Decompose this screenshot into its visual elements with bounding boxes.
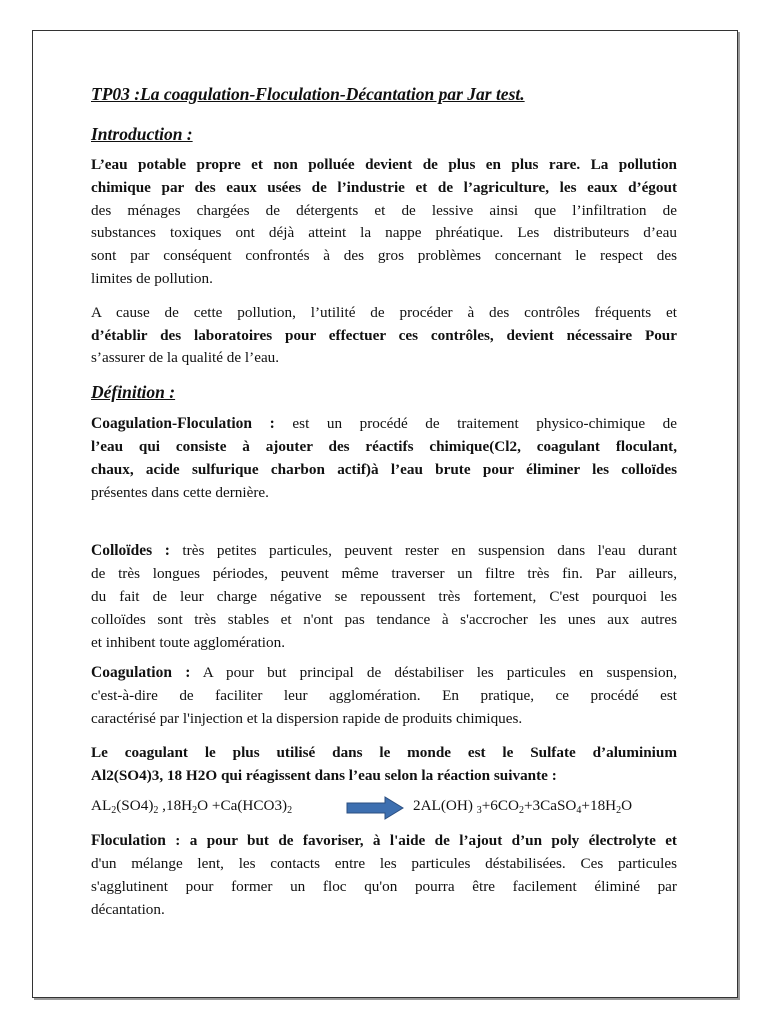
text-line: décantation. xyxy=(91,900,165,918)
definition-heading: Définition : xyxy=(91,382,176,403)
floculation-paragraph xyxy=(91,830,677,921)
text-line: chimique par des eaux usées de l’industrie et de l’agriculture, les eaux d’égout xyxy=(91,178,677,196)
term-coagulation-floculation: Coagulation-Floculation : xyxy=(91,415,275,433)
text-line: caractérisé par l'injection et la dispersion rapide de produits chimiques. xyxy=(91,709,523,727)
text-line: s’assurer de la qualité de l’eau. xyxy=(91,349,280,367)
text-line: Le coagulant le plus utilisé dans le monde est le Sulfate d’aluminium xyxy=(91,743,677,761)
text-line: du fait de leur charge négative se repoussent très fortement, C'est pourquoi les xyxy=(91,587,677,605)
text-line: substances toxiques ont déjà atteint la nappe phréatique. Les distributeurs d’eau xyxy=(91,224,677,242)
text-line: Coagulation-Floculation : est un procédé de traitement physico-chimique de xyxy=(91,415,677,433)
reaction-products: 2AL(OH) $_3+6CO_2+3CaSO_4+18H_2O$ xyxy=(413,797,633,817)
text-line: d’établir des laboratoires pour effectuer ces contrôles, devient nécessaire Pour xyxy=(91,326,677,344)
document-title: TP03 :La coagulation-Floculation-Décantation par Jar test. xyxy=(91,84,525,104)
coagulation-floculation-paragraph xyxy=(91,413,677,504)
text-line: l’eau qui consiste à ajouter des réactifs chimique(Cl2, coagulant floculant, xyxy=(91,437,677,455)
text-line: limites de pollution. xyxy=(91,269,213,287)
text-line: A cause de cette pollution, l’utilité de procéder à des contrôles fréquents et xyxy=(91,303,677,321)
text-line: Al2(SO4)3, 18 H2O qui réagissent dans l’eau selon la réaction suivante : xyxy=(91,766,557,784)
right-arrow-icon xyxy=(345,795,405,821)
intro-paragraph-2 xyxy=(91,302,677,370)
document-body xyxy=(91,84,677,922)
text-line: et inhibent toute agglomération. xyxy=(91,633,286,651)
coagulation-paragraph xyxy=(91,662,677,730)
term-floculation: Floculation xyxy=(91,832,166,850)
text-line: colloïdes sont très stables et n'ont pas tendance à s'accrocher les unes aux autres xyxy=(91,610,677,628)
text-line: L’eau potable propre et non polluée devient de plus en plus rare. La pollution xyxy=(91,156,677,173)
text-line: Coagulation : A pour but principal de déstabiliser les particules en suspension, xyxy=(91,664,677,682)
text-line: Floculation : a pour but de favoriser, à l'aide de l’ajout d’un poly électrolyte et xyxy=(91,832,677,850)
text-line: sont par conséquent confrontés à des gros problèmes concernant le respect des xyxy=(91,247,677,265)
colloides-paragraph xyxy=(91,540,677,654)
text-line: d'un mélange lent, les contacts entre les particules déstabilisées. Ces particules xyxy=(91,855,677,873)
text-line: Colloïdes : très petites particules, peuvent rester en suspension dans l'eau durant xyxy=(91,542,677,560)
text-line: des ménages chargées de détergents et de lessive ainsi que l’infiltration de xyxy=(91,201,677,219)
text-line: présentes dans cette dernière. xyxy=(91,483,269,501)
text-line: c'est-à-dire de faciliter leur agglomération. En pratique, ce procédé est xyxy=(91,687,677,705)
text-line: s'agglutinent pour former un floc qu'on pourra être facilement éliminé par xyxy=(91,877,677,895)
reaction-reactants: $AL_2(SO4)_2$ $,18H_2O +Ca(HCO3)_2$ xyxy=(91,797,293,817)
term-colloides: Colloïdes : xyxy=(91,542,170,560)
chemical-reaction xyxy=(91,795,677,821)
introduction-heading: Introduction : xyxy=(91,124,193,144)
term-coagulation: Coagulation : xyxy=(91,664,191,682)
text-line: de très longues périodes, peuvent même traverser un filtre très fin. Par ailleurs, xyxy=(91,565,677,583)
text-line: chaux, acide sulfurique charbon actif)à l’eau brute pour éliminer les colloïdes xyxy=(91,460,677,478)
coagulant-paragraph xyxy=(91,742,677,788)
intro-paragraph-1 xyxy=(91,154,677,291)
